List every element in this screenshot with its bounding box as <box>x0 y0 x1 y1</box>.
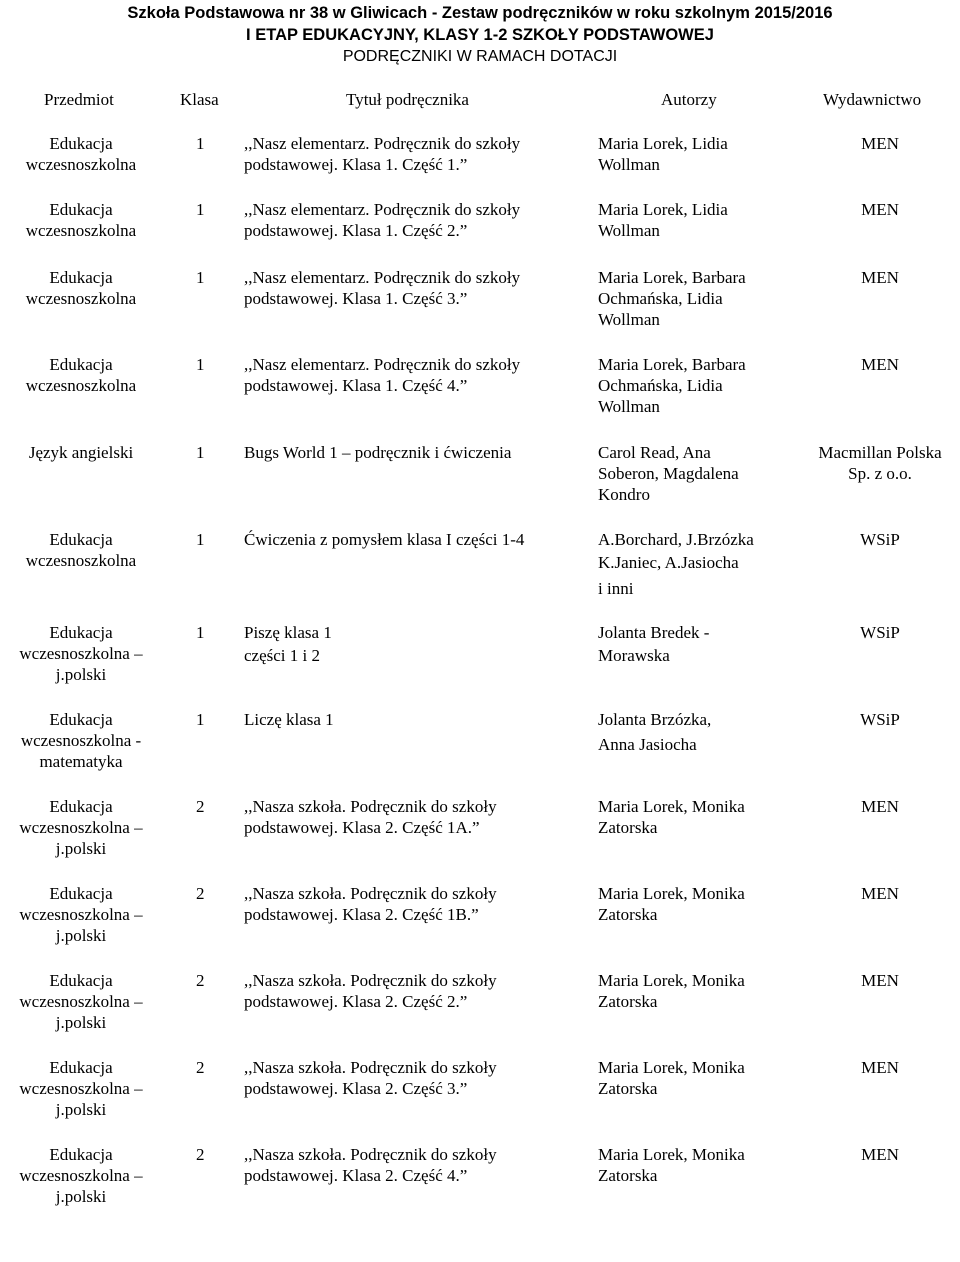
authors-cell-line: Maria Lorek, Monika <box>598 797 745 816</box>
publisher-cell-line: WSiP <box>860 623 900 642</box>
publisher-cell <box>800 267 960 288</box>
publisher-cell <box>800 133 960 154</box>
title-cell-line: podstawowej. Klasa 1. Część 1.” <box>244 155 468 174</box>
title-cell-line: ,,Nasz elementarz. Podręcznik do szkoły <box>244 355 521 374</box>
authors-cell-line: Maria Lorek, Barbara <box>598 268 746 287</box>
subject-cell-line: j.polski <box>55 1013 107 1032</box>
subject-cell <box>6 267 156 309</box>
title-cell <box>244 1144 574 1186</box>
class-cell-line: 2 <box>196 1058 205 1077</box>
subject-cell <box>6 709 156 772</box>
publisher-cell-line: MEN <box>861 200 899 219</box>
class-cell <box>196 354 212 375</box>
publisher-cell <box>800 883 960 904</box>
class-cell <box>196 883 212 904</box>
subject-cell <box>6 622 156 685</box>
title-cell <box>244 267 574 309</box>
subject-cell <box>6 442 156 463</box>
subject-cell-line: wczesnoszkolna – <box>19 992 143 1011</box>
title-cell-line: Ćwiczenia z pomysłem klasa I części 1-4 <box>244 530 525 549</box>
authors-cell <box>598 1144 778 1186</box>
authors-cell-line: Zatorska <box>598 818 658 837</box>
authors-cell-line: Wollman <box>598 397 660 416</box>
subject-cell-line: wczesnoszkolna <box>25 155 137 174</box>
subject-cell-line: wczesnoszkolna <box>25 289 137 308</box>
subject-cell-line: wczesnoszkolna – <box>19 1166 143 1185</box>
title-cell-line: ,,Nasz elementarz. Podręcznik do szkoły <box>244 268 521 287</box>
publisher-cell <box>800 529 960 550</box>
class-cell-line: 1 <box>196 268 205 287</box>
subject-cell-line: Edukacja <box>49 530 113 549</box>
subject-cell-line: j.polski <box>55 1187 107 1206</box>
title-cell-line: ,,Nasza szkoła. Podręcznik do szkoły <box>244 1058 497 1077</box>
title-cell <box>244 883 574 925</box>
class-cell <box>196 709 212 730</box>
class-cell-line: 1 <box>196 134 205 153</box>
subject-cell-line: j.polski <box>55 665 107 684</box>
authors-cell <box>598 970 778 1012</box>
subject-cell-line: Edukacja <box>49 1145 113 1164</box>
subject-cell-line: wczesnoszkolna <box>25 376 137 395</box>
subject-cell <box>6 199 156 241</box>
publisher-cell-line: MEN <box>861 1145 899 1164</box>
class-cell <box>196 796 212 817</box>
authors-cell-line: Zatorska <box>598 1166 658 1185</box>
subject-cell-line: wczesnoszkolna – <box>19 644 143 663</box>
title-cell <box>244 199 574 241</box>
subject-cell-line: matematyka <box>39 752 123 771</box>
title-cell-line: ,,Nasza szkoła. Podręcznik do szkoły <box>244 884 497 903</box>
title-cell-line: podstawowej. Klasa 2. Część 3.” <box>244 1079 468 1098</box>
authors-cell-line: Ochmańska, Lidia <box>598 289 723 308</box>
authors-cell-line: Maria Lorek, Barbara <box>598 355 746 374</box>
publisher-cell <box>800 970 960 991</box>
subject-cell <box>6 970 156 1033</box>
title-cell-line: części 1 i 2 <box>244 646 320 665</box>
title-cell-line: podstawowej. Klasa 1. Część 4.” <box>244 376 468 395</box>
column-header-class: Klasa <box>180 90 219 109</box>
title-cell-line: podstawowej. Klasa 1. Część 2.” <box>244 221 468 240</box>
subject-cell <box>6 354 156 396</box>
title-cell-line: podstawowej. Klasa 1. Część 3.” <box>244 289 468 308</box>
authors-cell-line: Kondro <box>598 485 650 504</box>
subject-cell-line: Edukacja <box>49 971 113 990</box>
title-cell-line: podstawowej. Klasa 2. Część 1B.” <box>244 905 479 924</box>
publisher-cell <box>800 796 960 817</box>
authors-cell-line: A.Borchard, J.Brzózka <box>598 530 754 549</box>
class-cell <box>196 970 212 991</box>
funding-subtitle: PODRĘCZNIKI W RAMACH DOTACJI <box>342 48 618 65</box>
subject-cell-line: j.polski <box>55 926 107 945</box>
subject-cell-line: Język angielski <box>28 443 134 462</box>
title-cell-line: Bugs World 1 – podręcznik i ćwiczenia <box>244 443 512 462</box>
subject-cell-line: wczesnoszkolna – <box>19 818 143 837</box>
column-header-title: Tytuł podręcznika <box>346 90 469 109</box>
stage-title: I ETAP EDUKACYJNY, KLASY 1-2 SZKOŁY PODSTAWOWEJ <box>246 26 714 44</box>
title-cell-line: ,,Nasza szkoła. Podręcznik do szkoły <box>244 971 497 990</box>
publisher-cell-line: MEN <box>861 355 899 374</box>
authors-cell-line: Maria Lorek, Lidia <box>598 134 728 153</box>
class-cell <box>196 529 212 550</box>
class-cell-line: 2 <box>196 797 205 816</box>
subject-cell-line: Edukacja <box>49 355 113 374</box>
publisher-cell-line: Sp. z o.o. <box>848 464 912 483</box>
title-cell-line: Piszę klasa 1 <box>244 623 332 642</box>
publisher-cell <box>800 709 960 730</box>
authors-cell <box>598 709 778 759</box>
title-cell <box>244 1057 574 1099</box>
class-cell-line: 1 <box>196 355 205 374</box>
subject-cell-line: j.polski <box>55 1100 107 1119</box>
publisher-cell-line: MEN <box>861 971 899 990</box>
publisher-cell-line: MEN <box>861 1058 899 1077</box>
subject-cell-line: Edukacja <box>49 623 113 642</box>
title-cell <box>244 529 574 550</box>
subject-cell-line: wczesnoszkolna <box>25 221 137 240</box>
authors-cell-line: Maria Lorek, Monika <box>598 1145 745 1164</box>
class-cell <box>196 133 212 154</box>
class-cell-line: 1 <box>196 443 205 462</box>
subject-cell <box>6 796 156 859</box>
class-cell-line: 2 <box>196 1145 205 1164</box>
title-cell <box>244 133 574 175</box>
title-cell-line: ,,Nasz elementarz. Podręcznik do szkoły <box>244 200 521 219</box>
publisher-cell <box>800 354 960 375</box>
title-cell-line: ,,Nasz elementarz. Podręcznik do szkoły <box>244 134 521 153</box>
class-cell-line: 1 <box>196 710 205 729</box>
publisher-cell <box>800 199 960 220</box>
subject-cell-line: wczesnoszkolna <box>25 551 137 570</box>
title-cell <box>244 796 574 838</box>
subject-cell-line: Edukacja <box>49 710 113 729</box>
publisher-cell-line: WSiP <box>860 710 900 729</box>
subject-cell-line: wczesnoszkolna – <box>19 1079 143 1098</box>
authors-cell <box>598 622 778 669</box>
column-header-subject: Przedmiot <box>44 90 114 109</box>
publisher-cell <box>800 1144 960 1165</box>
title-cell-line: podstawowej. Klasa 2. Część 2.” <box>244 992 468 1011</box>
subject-cell-line: wczesnoszkolna – <box>19 905 143 924</box>
title-cell-line: ,,Nasza szkoła. Podręcznik do szkoły <box>244 1145 497 1164</box>
class-cell-line: 1 <box>196 200 205 219</box>
authors-cell-line: Wollman <box>598 155 660 174</box>
subject-cell-line: Edukacja <box>49 200 113 219</box>
title-cell-line: Liczę klasa 1 <box>244 710 334 729</box>
subject-cell-line: wczesnoszkolna - <box>20 731 142 750</box>
authors-cell-line: Maria Lorek, Monika <box>598 884 745 903</box>
title-cell <box>244 709 574 730</box>
authors-cell <box>598 199 778 241</box>
authors-cell-line: Carol Read, Ana <box>598 443 711 462</box>
authors-cell-line: Wollman <box>598 310 660 329</box>
class-cell <box>196 1057 212 1078</box>
title-cell <box>244 442 574 463</box>
class-cell-line: 2 <box>196 971 205 990</box>
title-cell <box>244 622 574 669</box>
authors-cell <box>598 133 778 175</box>
class-cell <box>196 622 212 643</box>
class-cell <box>196 267 212 288</box>
title-cell-line: ,,Nasza szkoła. Podręcznik do szkoły <box>244 797 497 816</box>
title-cell-line: podstawowej. Klasa 2. Część 1A.” <box>244 818 480 837</box>
authors-cell-line: K.Janiec, A.Jasiocha <box>598 553 739 572</box>
authors-cell-line: Morawska <box>598 646 670 665</box>
authors-cell <box>598 354 778 417</box>
authors-cell-line: Jolanta Brzózka, <box>598 710 712 729</box>
authors-cell-line: Maria Lorek, Monika <box>598 1058 745 1077</box>
authors-cell <box>598 442 778 505</box>
subject-cell-line: Edukacja <box>49 797 113 816</box>
column-header-authors: Autorzy <box>661 90 717 109</box>
authors-cell-line: i inni <box>598 579 634 598</box>
class-cell-line: 2 <box>196 884 205 903</box>
publisher-cell-line: MEN <box>861 797 899 816</box>
authors-cell-line: Wollman <box>598 221 660 240</box>
class-cell <box>196 1144 212 1165</box>
subject-cell <box>6 133 156 175</box>
subject-cell <box>6 1057 156 1120</box>
authors-cell-line: Zatorska <box>598 905 658 924</box>
authors-cell-line: Jolanta Bredek - <box>598 623 710 642</box>
column-header-publisher: Wydawnictwo <box>823 90 922 109</box>
subject-cell-line: j.polski <box>55 839 107 858</box>
authors-cell-line: Maria Lorek, Monika <box>598 971 745 990</box>
authors-cell-line: Zatorska <box>598 992 658 1011</box>
authors-cell <box>598 529 778 602</box>
school-title: Szkoła Podstawowa nr 38 w Gliwicach - Zestaw podręczników w roku szkolnym 2015/2016 <box>127 4 833 22</box>
subject-cell-line: Edukacja <box>49 268 113 287</box>
subject-cell-line: Edukacja <box>49 884 113 903</box>
publisher-cell-line: Macmillan Polska <box>818 443 942 462</box>
publisher-cell <box>800 1057 960 1078</box>
class-cell-line: 1 <box>196 623 205 642</box>
title-cell <box>244 354 574 396</box>
publisher-cell-line: MEN <box>861 134 899 153</box>
publisher-cell <box>800 622 960 643</box>
authors-cell <box>598 883 778 925</box>
authors-cell-line: Maria Lorek, Lidia <box>598 200 728 219</box>
subject-cell <box>6 883 156 946</box>
publisher-cell-line: MEN <box>861 268 899 287</box>
authors-cell <box>598 796 778 838</box>
authors-cell-line: Ochmańska, Lidia <box>598 376 723 395</box>
publisher-cell <box>800 442 960 484</box>
class-cell-line: 1 <box>196 530 205 549</box>
subject-cell-line: Edukacja <box>49 1058 113 1077</box>
class-cell <box>196 199 212 220</box>
publisher-cell-line: MEN <box>861 884 899 903</box>
publisher-cell-line: WSiP <box>860 530 900 549</box>
class-cell <box>196 442 212 463</box>
subject-cell <box>6 529 156 571</box>
title-cell-line: podstawowej. Klasa 2. Część 4.” <box>244 1166 468 1185</box>
document-header <box>0 2 960 68</box>
subject-cell <box>6 1144 156 1207</box>
authors-cell <box>598 267 778 330</box>
subject-cell-line: Edukacja <box>49 134 113 153</box>
authors-cell-line: Soberon, Magdalena <box>598 464 739 483</box>
title-cell <box>244 970 574 1012</box>
authors-cell <box>598 1057 778 1099</box>
authors-cell-line: Zatorska <box>598 1079 658 1098</box>
authors-cell-line: Anna Jasiocha <box>598 735 697 754</box>
